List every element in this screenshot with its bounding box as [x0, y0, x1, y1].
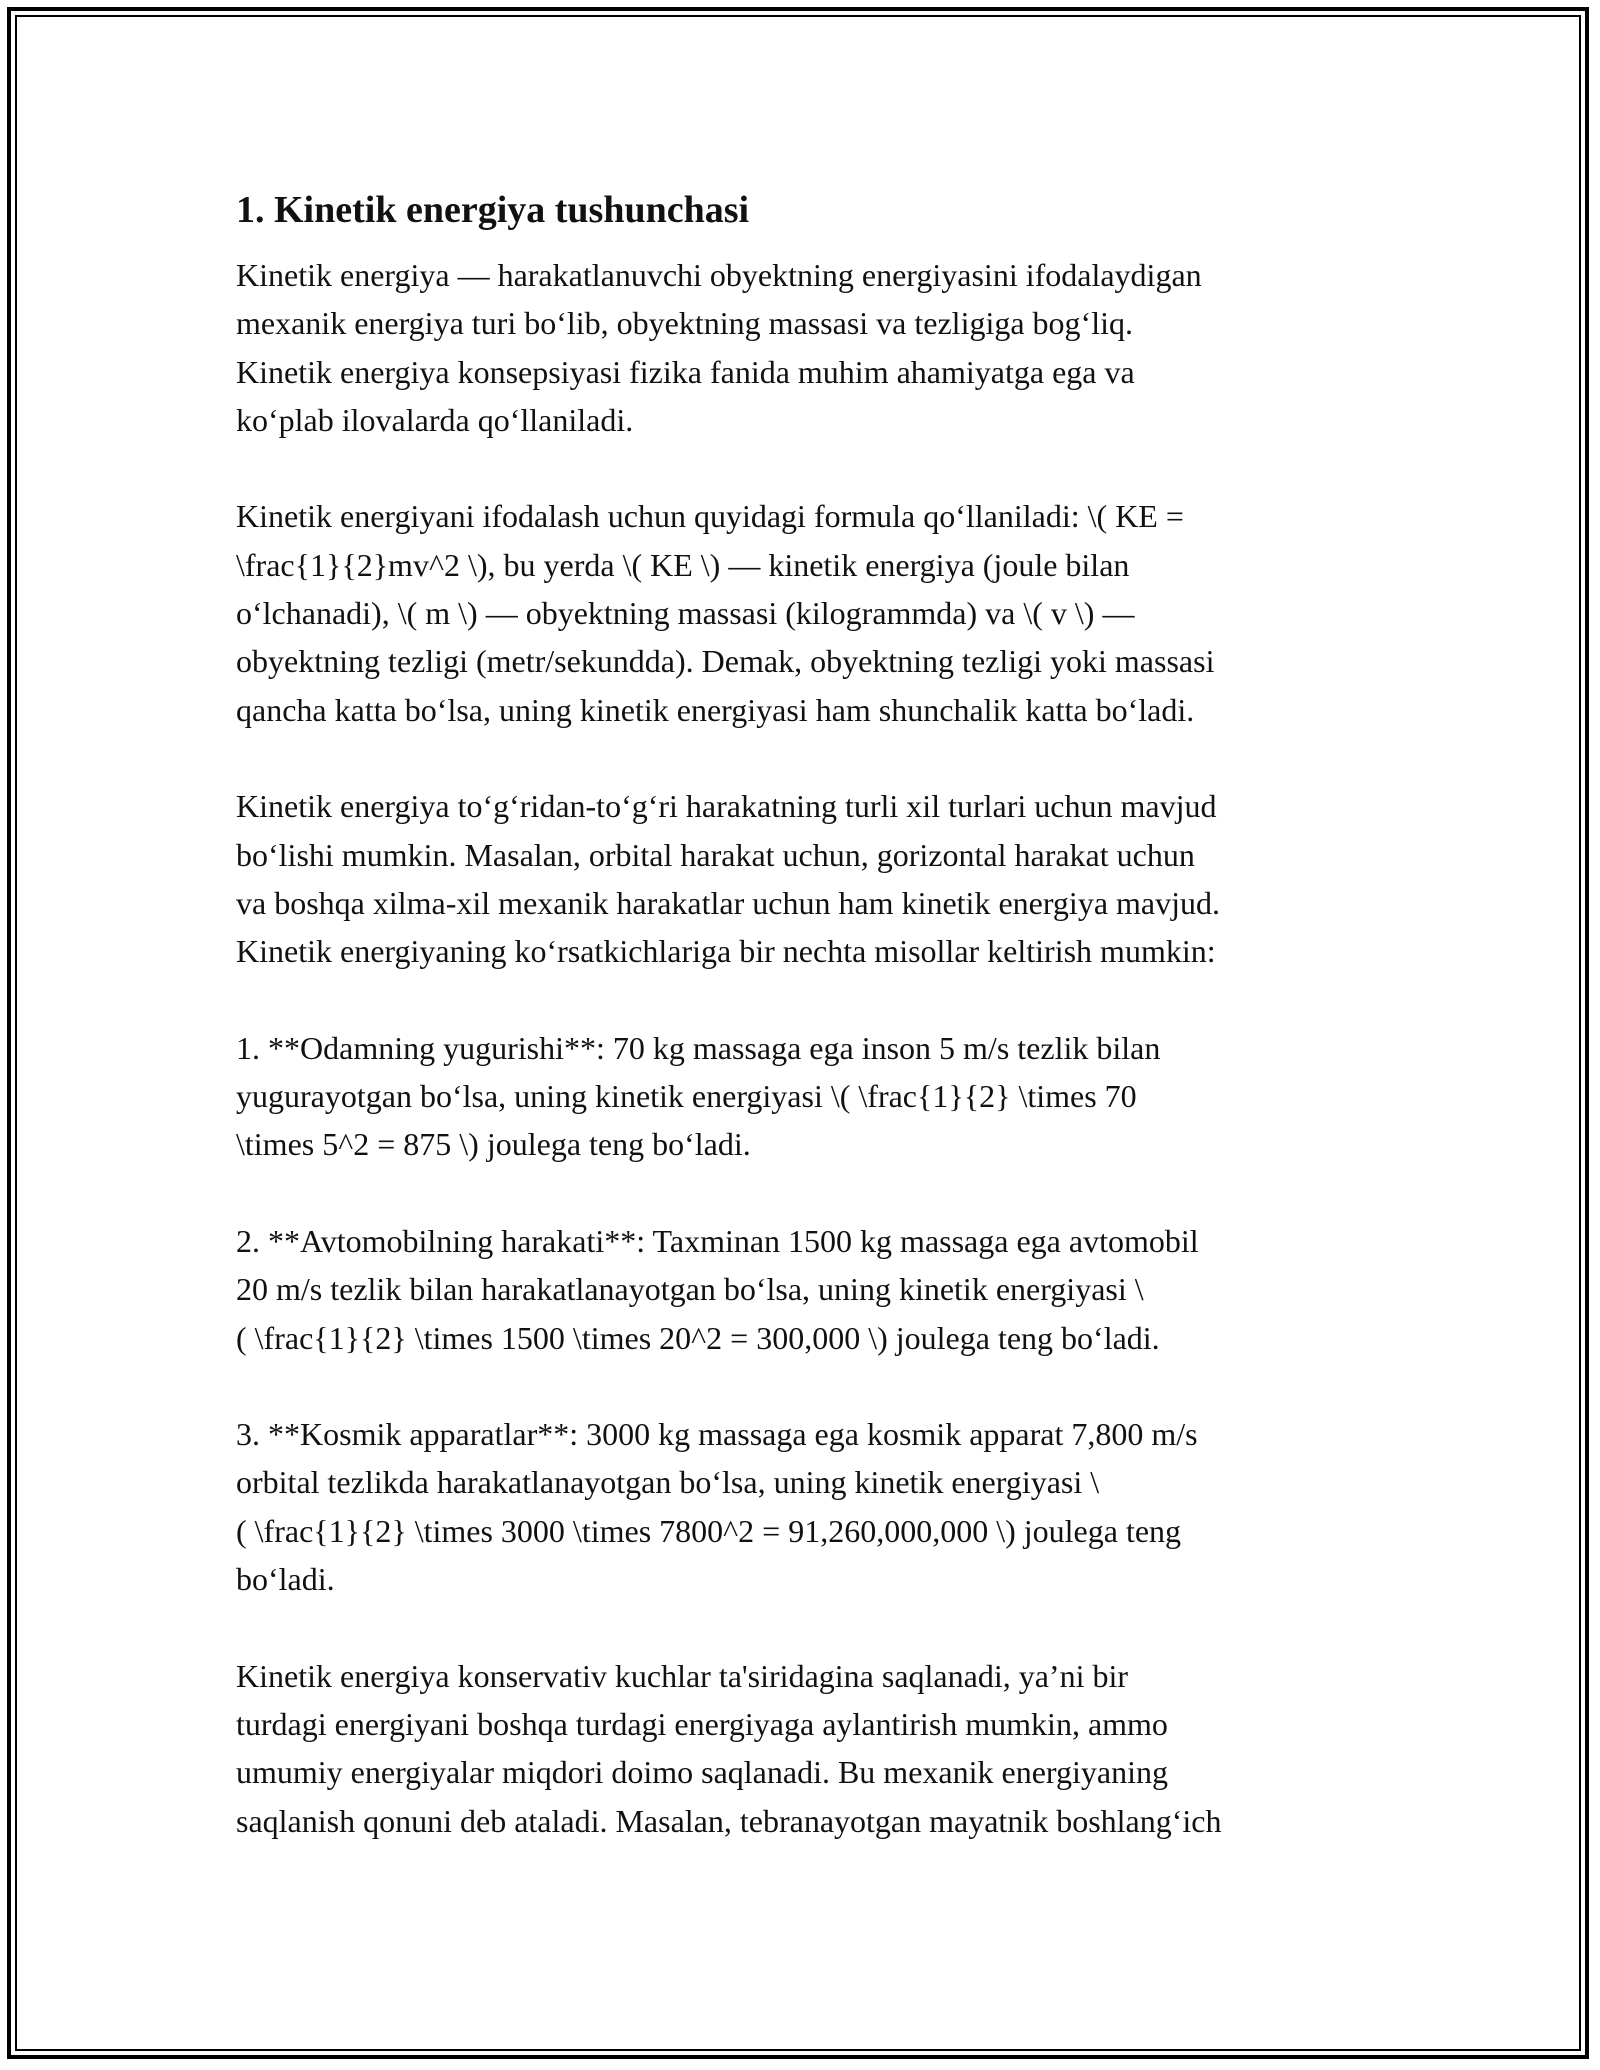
text-line: mexanik energiya turi boʻlib, obyektning massasi va tezligiga bogʻliq. [236, 305, 1133, 342]
text-line: 20 m/s tezlik bilan harakatlanayotgan boʻlsa, uning kinetik energiyasi \ [236, 1271, 1144, 1308]
text-line: Kinetik energiya konsepsiyasi fizika fanida muhim ahamiyatga ega va [236, 353, 1135, 390]
text-line: \times 5^2 = 875 \) joulega teng boʻladi. [236, 1126, 751, 1163]
text-line: saqlanish qonuni deb ataladi. Masalan, tebranayotgan mayatnik boshlangʻich [236, 1802, 1222, 1839]
text-line: Kinetik energiya — harakatlanuvchi obyektning energiyasini ifodalaydigan [236, 257, 1202, 293]
example-spacecraft [236, 1410, 1386, 1603]
text-line: Kinetik energiyani ifodalash uchun quyidagi formula qoʻllaniladi: \( KE = [236, 498, 1184, 535]
text-line: boʻladi. [236, 1561, 335, 1598]
text-line: ( \frac{1}{2} \times 1500 \times 20^2 = 300,000 \) joulega teng boʻladi. [236, 1319, 1160, 1356]
text-line: Kinetik energiya konservativ kuchlar ta'siridagina saqlanadi, ya’ni bir [236, 1657, 1128, 1694]
example-running [236, 1024, 1386, 1169]
text-line: Kinetik energiya toʻgʻridan-toʻgʻri harakatning turli xil turlari uchun mavjud [236, 788, 1217, 825]
text-line: boʻlishi mumkin. Masalan, orbital harakat uchun, gorizontal harakat uchun [236, 836, 1195, 873]
example-car [236, 1217, 1386, 1362]
text-line: yugurayotgan boʻlsa, uning kinetik energiyasi \( \frac{1}{2} \times 70 [236, 1078, 1137, 1115]
text-line: \frac{1}{2}mv^2 \), bu yerda \( KE \) — kinetik energiya (joule bilan [236, 546, 1130, 583]
paragraph-conservation [236, 1652, 1386, 1845]
text-line: qancha katta boʻlsa, uning kinetik energiyasi ham shunchalik katta boʻladi. [236, 691, 1195, 728]
text-line: va boshqa xilma-xil mexanik harakatlar uchun ham kinetik energiya mavjud. [236, 884, 1220, 921]
text-line: turdagi energiyani boshqa turdagi energiyaga aylantirish mumkin, ammo [236, 1705, 1168, 1742]
text-line: koʻplab ilovalarda qoʻllaniladi. [236, 401, 634, 438]
text-line: obyektning tezligi (metr/sekundda). Demak, obyektning tezligi yoki massasi [236, 643, 1215, 680]
text-line: ( \frac{1}{2} \times 3000 \times 7800^2 = 91,260,000,000 \) joulega teng [236, 1512, 1182, 1549]
text-line: Kinetik energiyaning koʻrsatkichlariga bir nechta misollar keltirish mumkin: [236, 933, 1216, 970]
text-line: orbital tezlikda harakatlanayotgan boʻlsa, uning kinetik energiyasi \ [236, 1464, 1100, 1501]
text-line: umumiy energiyalar miqdori doimo saqlanadi. Bu mexanik energiyaning [236, 1754, 1168, 1791]
text-line: 3. **Kosmik apparatlar**: 3000 kg massaga ega kosmik apparat 7,800 m/s [236, 1416, 1198, 1453]
paragraph-motion-types [236, 782, 1386, 975]
paragraph-formula [236, 492, 1386, 733]
paragraph-definition [236, 251, 1386, 444]
text-line: oʻlchanadi), \( m \) — obyektning massasi (kilogrammda) va \( v \) — [236, 595, 1135, 632]
document-body [236, 186, 1386, 1893]
text-line: 1. **Odamning yugurishi**: 70 kg massaga ega inson 5 m/s tezlik bilan [236, 1029, 1161, 1066]
section-title: 1. Kinetik energiya tushunchasi [236, 189, 750, 231]
text-line: 2. **Avtomobilning harakati**: Taxminan 1500 kg massaga ega avtomobil [236, 1222, 1199, 1259]
